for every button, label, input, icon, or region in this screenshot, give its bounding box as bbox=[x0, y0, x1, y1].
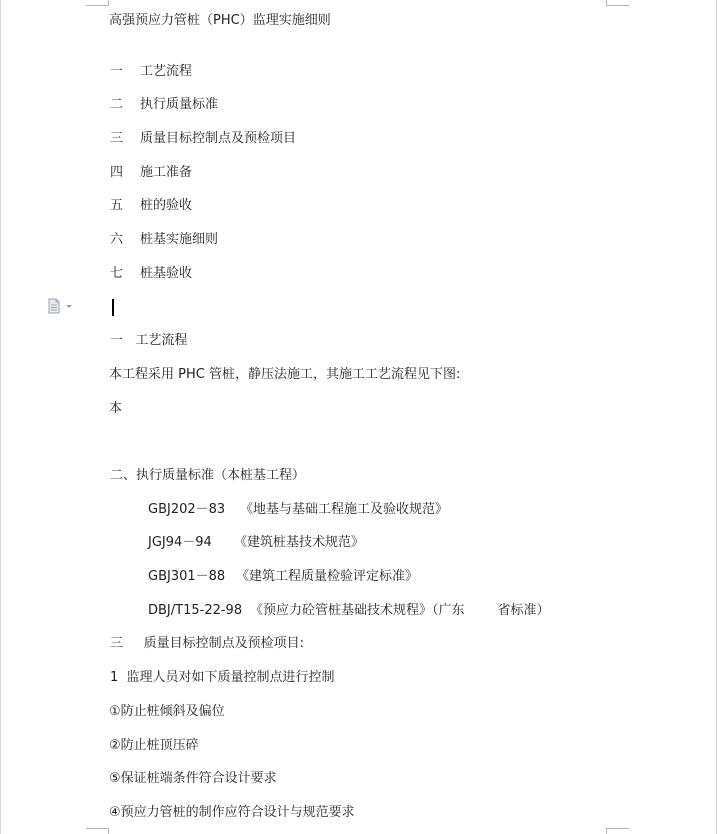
toc-text: 施工准备 bbox=[140, 165, 193, 180]
toc-text: 质量目标控制点及预检项目 bbox=[140, 131, 297, 146]
list-item[interactable]: ①防止桩倾斜及偏位 bbox=[109, 704, 225, 719]
toc-text: 桩的验收 bbox=[140, 198, 193, 213]
text-cursor bbox=[112, 299, 114, 316]
standard-name: 《建筑工程质量检验评定标准》 bbox=[236, 569, 419, 584]
section-heading[interactable]: 二、执行质量标准（本桩基工程） bbox=[110, 468, 306, 483]
toc-number: 一 bbox=[110, 64, 124, 79]
standard-name: 《地基与基础工程施工及验收规范》 bbox=[240, 502, 449, 517]
section-heading[interactable]: 三 质量目标控制点及预检项目: bbox=[110, 636, 305, 651]
margin-corner-top-right bbox=[606, 0, 629, 6]
standard-code: GBJ301－88 bbox=[148, 569, 226, 584]
standard-code: DBJ/T15-22-98 bbox=[148, 603, 243, 618]
standard-name: 《预应力砼管桩基础技术规程》（广东 省标准） bbox=[250, 603, 550, 618]
toc-text: 桩基验收 bbox=[140, 266, 193, 281]
paragraph[interactable]: 1 监理人员对如下质量控制点进行控制 bbox=[110, 670, 335, 685]
document-icon[interactable] bbox=[46, 298, 76, 314]
standard-name: 《建筑桩基技术规范》 bbox=[234, 535, 365, 550]
page-edge-left bbox=[0, 0, 1, 834]
list-item[interactable]: ⑤保证桩端条件符合设计要求 bbox=[109, 771, 277, 786]
document-title[interactable]: 高强预应力管桩（PHC）监理实施细则 bbox=[109, 13, 331, 28]
toc-number: 七 bbox=[110, 266, 124, 281]
margin-corner-bottom-left bbox=[86, 828, 109, 834]
list-item[interactable]: ②防止桩顶压碎 bbox=[109, 738, 199, 753]
chevron-down-icon bbox=[66, 305, 72, 308]
toc-text: 执行质量标准 bbox=[140, 97, 219, 112]
margin-corner-top-left bbox=[86, 0, 109, 6]
toc-text: 工艺流程 bbox=[140, 64, 193, 79]
paragraph[interactable]: 本工程采用 PHC 管桩，静压法施工，其施工工艺流程见下图: bbox=[109, 367, 461, 382]
margin-corner-bottom-right bbox=[606, 828, 629, 834]
standard-code: JGJ94－94 bbox=[148, 535, 212, 550]
toc-number: 四 bbox=[110, 165, 124, 180]
toc-number: 五 bbox=[110, 198, 124, 213]
list-item[interactable]: ④预应力管桩的制作应符合设计与规范要求 bbox=[109, 805, 355, 820]
toc-number: 六 bbox=[110, 232, 124, 247]
toc-number: 二 bbox=[110, 97, 124, 112]
paragraph[interactable]: 本 bbox=[109, 401, 123, 416]
toc-text: 桩基实施细则 bbox=[140, 232, 219, 247]
standard-code: GBJ202－83 bbox=[148, 502, 226, 517]
section-heading[interactable]: 一 工艺流程 bbox=[110, 333, 188, 348]
toc-number: 三 bbox=[110, 131, 124, 146]
